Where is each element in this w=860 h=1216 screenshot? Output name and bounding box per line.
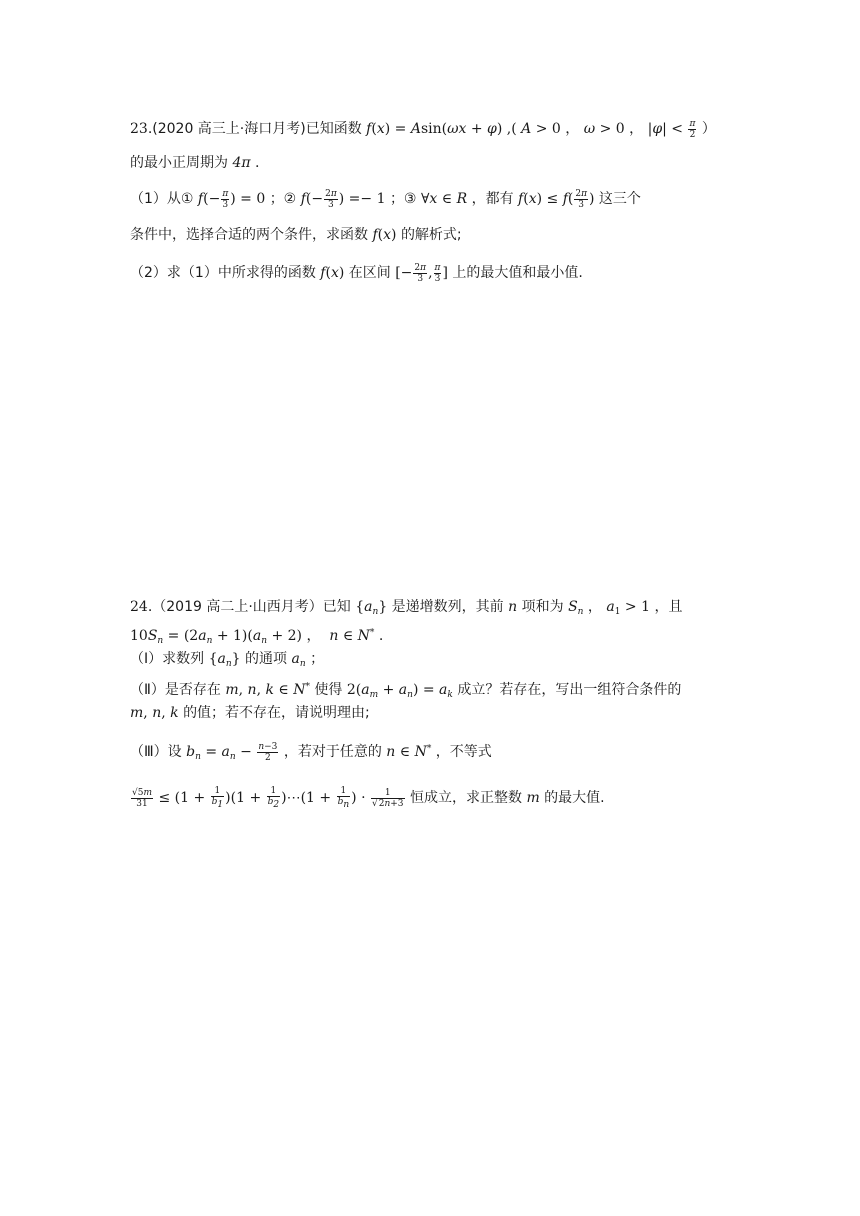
q24-line-2: $10S_n = (2a_n + 1)(a_n + 2)$ ， n ∈ N* . bbox=[130, 628, 384, 646]
q23-part1-line2: 条件中，选择合适的两个条件，求函数 bbox=[130, 227, 368, 243]
q24-part2-mid: 使得 bbox=[314, 682, 343, 698]
q24-intro4: ，且 bbox=[654, 599, 683, 615]
q24-line-5: m, n, k 的值；若不存在，请说明理由; bbox=[130, 705, 370, 721]
q23-intro: 已知函数 bbox=[305, 121, 362, 137]
q23-number: 23. bbox=[130, 121, 153, 137]
q23-line-5: （2）求（1）中所求得的函数 f(x) 在区间 [− $\frac{2\pi}{3}$ , $\frac{\pi}{3}$ ] 上的最大值和最小值. bbox=[130, 262, 583, 284]
q23-cond-joiner-3: ；③ bbox=[389, 191, 417, 207]
q24-part2: （Ⅱ）是否存在 bbox=[130, 682, 221, 698]
q24-intro: 已知 bbox=[322, 599, 351, 615]
q24-intro2: 是递增数列，其前 bbox=[391, 599, 504, 615]
q23-part1-line2-end: 的解析式; bbox=[400, 227, 462, 243]
q24-source: （2019 高二上·山西月考） bbox=[152, 599, 323, 615]
q24-ineq-end: 恒成立，求正整数 bbox=[409, 790, 522, 806]
q23-cond3-text: ，都有 bbox=[471, 191, 514, 207]
q23-part1-after: 这三个 bbox=[598, 191, 641, 207]
q23-part2-end: 上的最大值和最小值. bbox=[452, 265, 583, 281]
q23-period-value: 4π bbox=[232, 155, 251, 171]
q23-part2-mid: 在区间 bbox=[348, 265, 391, 281]
q23-line-3: （1）从① f(− $\frac{\pi}{3}$ ) = 0 ；② f(− $\frac{2\pi}{3}$ ) =− 1 ；③ ∀x ∈ R ，都有 f(x) ≤ f( $\frac{2\pi}{3}$ ) 这三个 bbox=[130, 188, 641, 210]
q23-source: (2020 高三上·海口月考) bbox=[152, 121, 306, 137]
q24-part2-line2-end: 的值；若不存在，请说明理由; bbox=[183, 705, 370, 721]
q23-line-1: 23.(2020 高三上·海口月考)已知函数 f(x) = Asin(ωx + φ) ,( A > 0 ， ω > 0 ， |φ| < $\frac{\pi}{2}$ ） bbox=[130, 118, 716, 140]
q23-part2-prefix: （2）求（1）中所求得的函数 bbox=[130, 265, 316, 281]
q24-line-3: （Ⅰ）求数列 $\{a_n\}$ 的通项 $a_n$ ； bbox=[130, 651, 325, 669]
q24-line-4: （Ⅱ）是否存在 m, n, k ∈ N* 使得 $2(a_m + a_n) = a_k$ 成立？若存在，写出一组符合条件的 bbox=[130, 682, 682, 700]
q23-function: f(x) = Asin(ωx + φ) bbox=[366, 121, 503, 137]
q24-number: 24. bbox=[130, 599, 153, 615]
q24-part2-end: 成立？若存在，写出一组符合条件的 bbox=[457, 682, 682, 698]
q24-part1: （Ⅰ）求数列 bbox=[130, 651, 205, 667]
q24-part3: （Ⅲ）设 bbox=[130, 744, 182, 760]
q24-intro3: 项和为 bbox=[521, 599, 564, 615]
q23-period-text: 的最小正周期为 bbox=[130, 155, 228, 171]
q24-line-7: $\frac{√5m}{31}$ ≤ (1 + $\frac{1}{b_1}$ )(1 + $\frac{1}{b_2}$ )⋯(1 + $\frac{1}{b_n}$ ) · $\frac{1}{√2n+3}$ 恒成立，求正整数 m 的最大值. bbox=[132, 786, 605, 810]
q23-line-2: 的最小正周期为 4π . bbox=[130, 155, 260, 171]
q24-ineq-end2: 的最大值. bbox=[544, 790, 605, 806]
q24-part3-mid: ，若对于任意的 bbox=[283, 744, 382, 760]
q24-line-6: （Ⅲ）设 $b_n = a_n$ − $\frac{n-3}{2}$ ，若对于任意的 n ∈ N* ，不等式 bbox=[130, 741, 492, 763]
q24-part1-mid: 的通项 bbox=[245, 651, 288, 667]
q24-line-1: 24.（2019 高二上·山西月考）已知 $\{a_n\}$ 是递增数列，其前 n 项和为 $S_n$ ， $a_1 > 1$ ，且 bbox=[130, 599, 683, 617]
q23-cond-joiner-2: ；② bbox=[269, 191, 297, 207]
q23-part1-prefix: （1）从① bbox=[130, 191, 194, 207]
q23-line-4: 条件中，选择合适的两个条件，求函数 f(x) 的解析式; bbox=[130, 227, 462, 243]
q24-part3-end: ，不等式 bbox=[435, 744, 492, 760]
